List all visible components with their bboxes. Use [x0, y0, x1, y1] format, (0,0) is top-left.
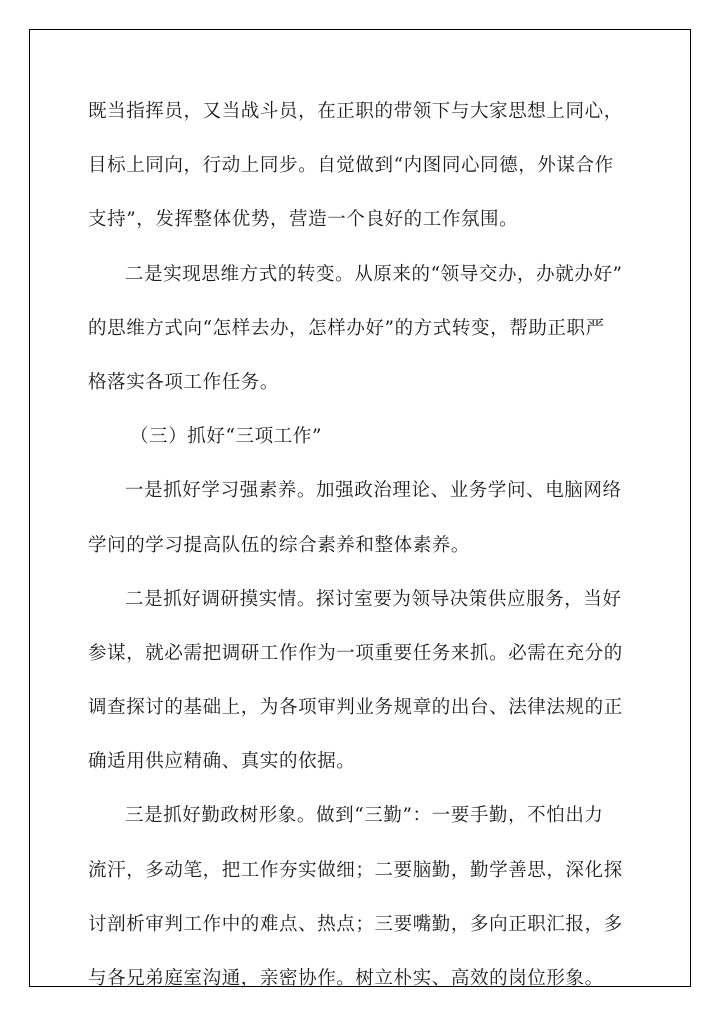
paragraph-first-line: 二是抓好调研摸实情。探讨室要为领导决策供应服务，当好 [125, 588, 622, 610]
text-line: 学问的学习提高队伍的综合素养和整体素养。 [88, 534, 471, 556]
paragraph-first-line: 二是实现思维方式的转变。从原来的“领导交办，办就办好” [125, 263, 623, 285]
text-line: 调查探讨的基础上，为各项审判业务规章的出台、法律法规的正 [88, 697, 623, 719]
document-body [88, 92, 636, 1013]
text-line: 与各兄弟庭室沟通，亲密协作。树立朴实、高效的岗位形象。 [88, 968, 604, 989]
text-line: 确适用供应精确、真实的依据。 [88, 751, 356, 773]
text-line: 目标上同向，行动上同步。自觉做到“内图同心同德，外谋合作 [88, 155, 614, 177]
text-line: 既当指挥员，又当战斗员，在正职的带领下与大家思想上同心， [88, 101, 623, 122]
text-line: 格落实各项工作任务。 [88, 371, 280, 393]
paragraph-first-line: 一是抓好学习强素养。加强政治理论、业务学问、电脑网络 [125, 480, 622, 502]
text-line: 支持”，发挥整体优势，营造一个良好的工作氛围。 [88, 209, 519, 231]
paragraph-first-line: 三是抓好勤政树形象。做到“三勤”：一要手勤，不怕出力 [125, 805, 604, 827]
text-line: 讨剖析审判工作中的难点、热点；三要嘴勤，多向正职汇报，多 [88, 913, 623, 935]
section-heading: （三）抓好“三项工作” [130, 426, 323, 448]
text-line: 流汗，多动笔，把工作夯实做细；二要脑勤，勤学善思，深化探 [88, 859, 623, 881]
text-line: 的思维方式向“怎样去办，怎样办好”的方式转变，帮助正职严 [88, 317, 605, 339]
text-line: 参谋，就必需把调研工作作为一项重要任务来抓。必需在充分的 [88, 642, 623, 664]
